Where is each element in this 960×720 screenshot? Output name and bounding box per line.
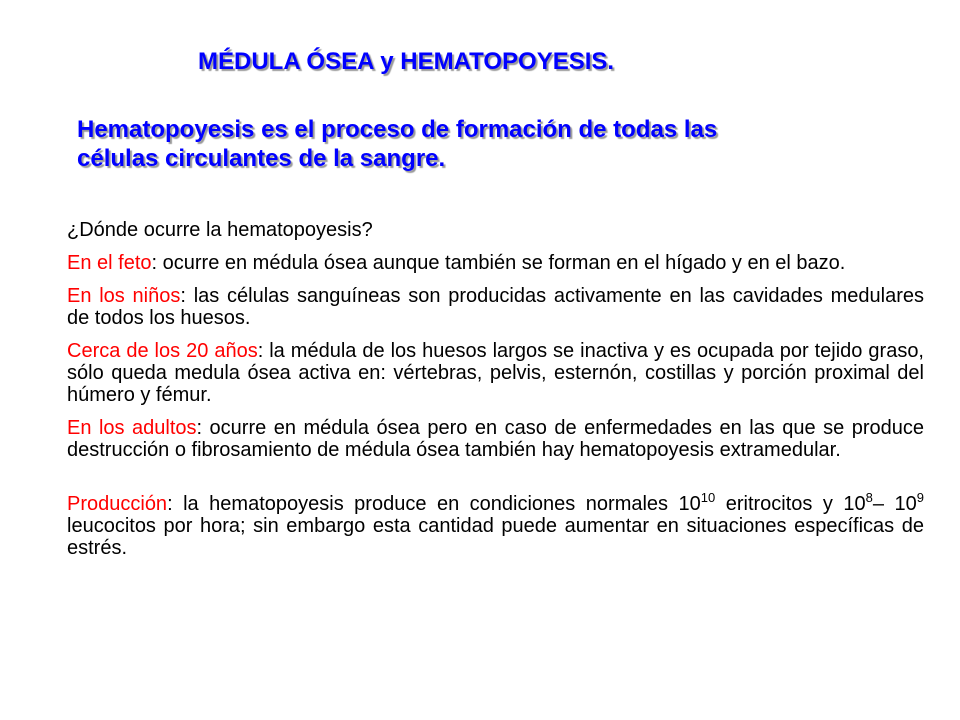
text-produccion-1: la hematopoyesis produce en condiciones normales 10 bbox=[172, 493, 701, 515]
colon: : bbox=[167, 493, 173, 515]
subtitle-line-1: Hematopoyesis es el proceso de formación de todas las bbox=[77, 116, 718, 143]
lead-produccion: Producción bbox=[67, 493, 168, 515]
exponent-8: 8 bbox=[865, 490, 873, 505]
exponent-9: 9 bbox=[916, 490, 924, 505]
colon: : bbox=[257, 340, 264, 362]
range-dash: – 10 bbox=[872, 493, 917, 515]
paragraph-adultos bbox=[67, 417, 924, 461]
lead-adultos: En los adultos bbox=[67, 417, 197, 439]
text-produccion-3: leucocitos por hora; sin embargo esta cantidad puede aumentar en situaciones específicas de estrés. bbox=[67, 515, 924, 559]
slide-title: MÉDULA ÓSEA y HEMATOPOYESIS. bbox=[198, 48, 615, 75]
text-produccion-2: eritrocitos y 10 bbox=[715, 493, 866, 515]
colon: : bbox=[151, 252, 158, 274]
lead-ninos: En los niños bbox=[67, 285, 181, 307]
colon: : bbox=[196, 417, 203, 439]
lead-veinte-anos: Cerca de los 20 años bbox=[67, 340, 258, 362]
question-heading: ¿Dónde ocurre la hematopoyesis? bbox=[67, 219, 373, 241]
exponent-10: 10 bbox=[700, 490, 716, 505]
colon: : bbox=[180, 285, 186, 307]
text-adultos: ocurre en médula ósea pero en caso de enfermedades en las que se produce destrucción o fibrosamiento de médula ósea también hay hematopoyesis extramedular. bbox=[67, 417, 924, 461]
text-veinte-anos: la médula de los huesos largos se inactiva y es ocupada por tejido graso, sólo queda medula ósea activa en: vértebras, pelvis, esternón, costillas y porción proximal del húmero y fémur. bbox=[67, 340, 924, 406]
paragraph-ninos bbox=[67, 285, 924, 329]
lead-feto: En el feto bbox=[67, 252, 152, 274]
slide-body bbox=[67, 219, 924, 570]
paragraph-feto bbox=[67, 252, 924, 274]
text-ninos: las células sanguíneas son producidas activamente en las cavidades medulares de todos los huesos. bbox=[67, 285, 924, 329]
text-feto: ocurre en médula ósea aunque también se forman en el hígado y en el bazo. bbox=[157, 252, 846, 274]
subtitle-line-2: células circulantes de la sangre. bbox=[77, 145, 446, 172]
slide-subtitle bbox=[77, 115, 837, 173]
paragraph-veinte-anos bbox=[67, 340, 924, 406]
paragraph-produccion bbox=[67, 490, 924, 559]
